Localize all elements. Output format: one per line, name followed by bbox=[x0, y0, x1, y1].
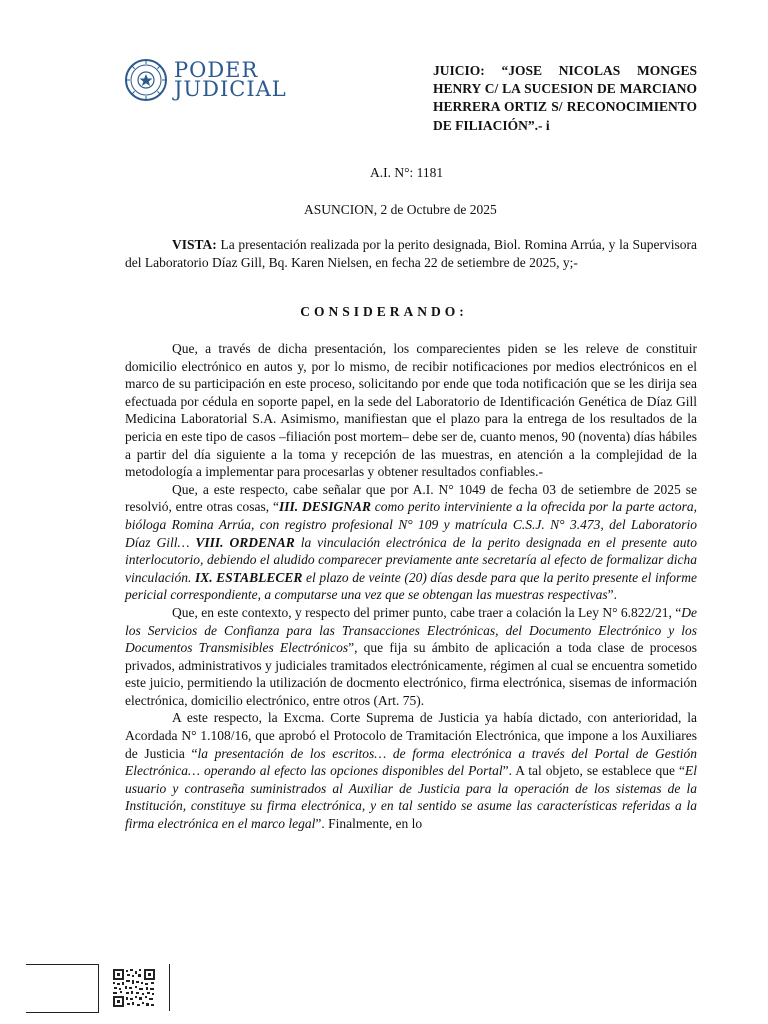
date-line: ASUNCION, 2 de Octubre de 2025 bbox=[304, 202, 497, 217]
logo-wordmark bbox=[174, 58, 287, 101]
poder-judicial-logo bbox=[124, 58, 287, 102]
case-caption: JUICIO: “JOSE NICOLAS MONGES HENRY C/ LA SUCESION DE MARCIANO HERRERA ORTIZ S/ RECONOCIMIENTO DE FILIACIÓN”.- i bbox=[433, 63, 697, 133]
p4-italic-2: El usuario y contraseña suministrados al Auxiliar de Justicia para la operación de los sistemas de la Institución, constituye su firma electrónica, y en tal sentido se asume las características referidas a la firma electrónica en el marco legal bbox=[125, 763, 697, 832]
p2-italic-3: el plazo de veinte (20) días desde para que la perito presente el informe pericial correspondiente, a computarse una vez que se obtengan las muestras respectivas bbox=[125, 569, 698, 603]
ai-number: A.I. N°: 1181 bbox=[370, 165, 444, 180]
considerando-heading: CONSIDERANDO: bbox=[300, 304, 468, 319]
paragraph-4 bbox=[125, 709, 697, 832]
p4-text-2: ”. A tal objeto, se establece que “ bbox=[502, 763, 685, 779]
vista-section bbox=[125, 236, 697, 271]
vista-label: VISTA: bbox=[172, 237, 217, 252]
p2-bold-2: VIII. ORDENAR bbox=[195, 534, 295, 550]
logo-line-1: PODER bbox=[174, 58, 259, 82]
p3-text-2: ”, que fija su ámbito de aplicación a toda clase de procesos privados, administrativos y judiciales tramitados electrónicamente, régimen al cual se encuentra sometido este juicio, permitiendo la utilización de docmento electrónico, firma electrónica, sisemas de información electrónica, domicilio electrónico, entre otros (Art. 75). bbox=[125, 640, 697, 708]
judicial-seal-icon bbox=[124, 58, 168, 102]
p2-bold-1: III. DESIGNAR bbox=[278, 499, 371, 515]
logo-line-2: JUDICIAL bbox=[174, 77, 287, 101]
p4-text-1: A este respecto, la Excma. Corte Suprema de Justicia ya había dictado, con anterioridad, la Acordada N° 1.108/16, que aprobó el Protocolo de Tramitación Electrónica, que impone a los Auxiliares de Justicia “ bbox=[125, 710, 697, 761]
paragraph-2 bbox=[125, 481, 697, 604]
signature-box bbox=[26, 964, 99, 1013]
considerando-body bbox=[125, 340, 697, 833]
p3-text-1: Que, en este contexto, y respecto del primer punto, cabe traer a colación la Ley N° 6.822/21, “ bbox=[172, 604, 682, 620]
p4-text-3: ”. Finalmente, en lo bbox=[315, 816, 423, 832]
p2-text-2: ”. bbox=[607, 587, 618, 603]
p4-italic-1: la presentación de los escritos… de forma electrónica a través del Portal de Gestión Electrónica… operando al efecto las opciones disponibles del Portal bbox=[125, 745, 697, 779]
p2-bold-3: IX. ESTABLECER bbox=[194, 569, 303, 585]
paragraph-1: Que, a través de dicha presentación, los comparecientes piden se les releve de constituir domicilio electrónico en autos y, por lo mismo, de recibir notificaciones por medios electrónicos en el marco de su participación en este proceso, solicitando por ende que toda notificación que se les dirija sea efectuada por cédula en soporte papel, en la sede del Laboratorio de Identificación Genética de Díaz Gill Medicina Laboratorial S.A. Asimismo, manifiestan que el plazo para la entrega de los resultados de la pericia en este tipo de casos –filiación post mortem– debe ser de, cuanto menos, 90 (noventa) días hábiles a partir del día siguiente a la toma y recepción de las muestras, en atención a la complejidad de la metodología a implementar para procesarlas y obtener resultados confiables.- bbox=[125, 341, 697, 480]
p2-italic-2: la vinculación electrónica de la perito designada en el presente auto interlocutorio, debiendo el aludido comparecer previamente ante secretaría al efecto de formalizar dicha vinculación. bbox=[125, 534, 697, 585]
vista-text: La presentación realizada por la perito designada, Biol. Romina Arrúa, y la Supervisora del Laboratorio Díaz Gill, Bq. Karen Nielsen, en fecha 22 de setiembre de 2025, y;- bbox=[125, 237, 697, 270]
p3-italic-1: De los Servicios de Confianza para las Transacciones Electrónicas, del Documento Electrónico y los Documentos Transmisibles Electrónicos bbox=[125, 604, 697, 656]
p2-italic-1: como perito interviniente a la ofrecida por la parte actora, bióloga Romina Arrúa, con registro profesional N° 109 y matrícula C.S.J. N° 3.473, del Laboratorio Díaz Gill… bbox=[125, 499, 697, 550]
qr-code-icon[interactable] bbox=[112, 968, 156, 1008]
paragraph-3 bbox=[125, 604, 697, 710]
vista-paragraph bbox=[125, 236, 697, 271]
p2-text-1: Que, a este respecto, cabe señalar que por A.I. N° 1049 de fecha 03 de setiembre de 2025 se resolvió, entre otras cosas, “ bbox=[125, 481, 697, 515]
